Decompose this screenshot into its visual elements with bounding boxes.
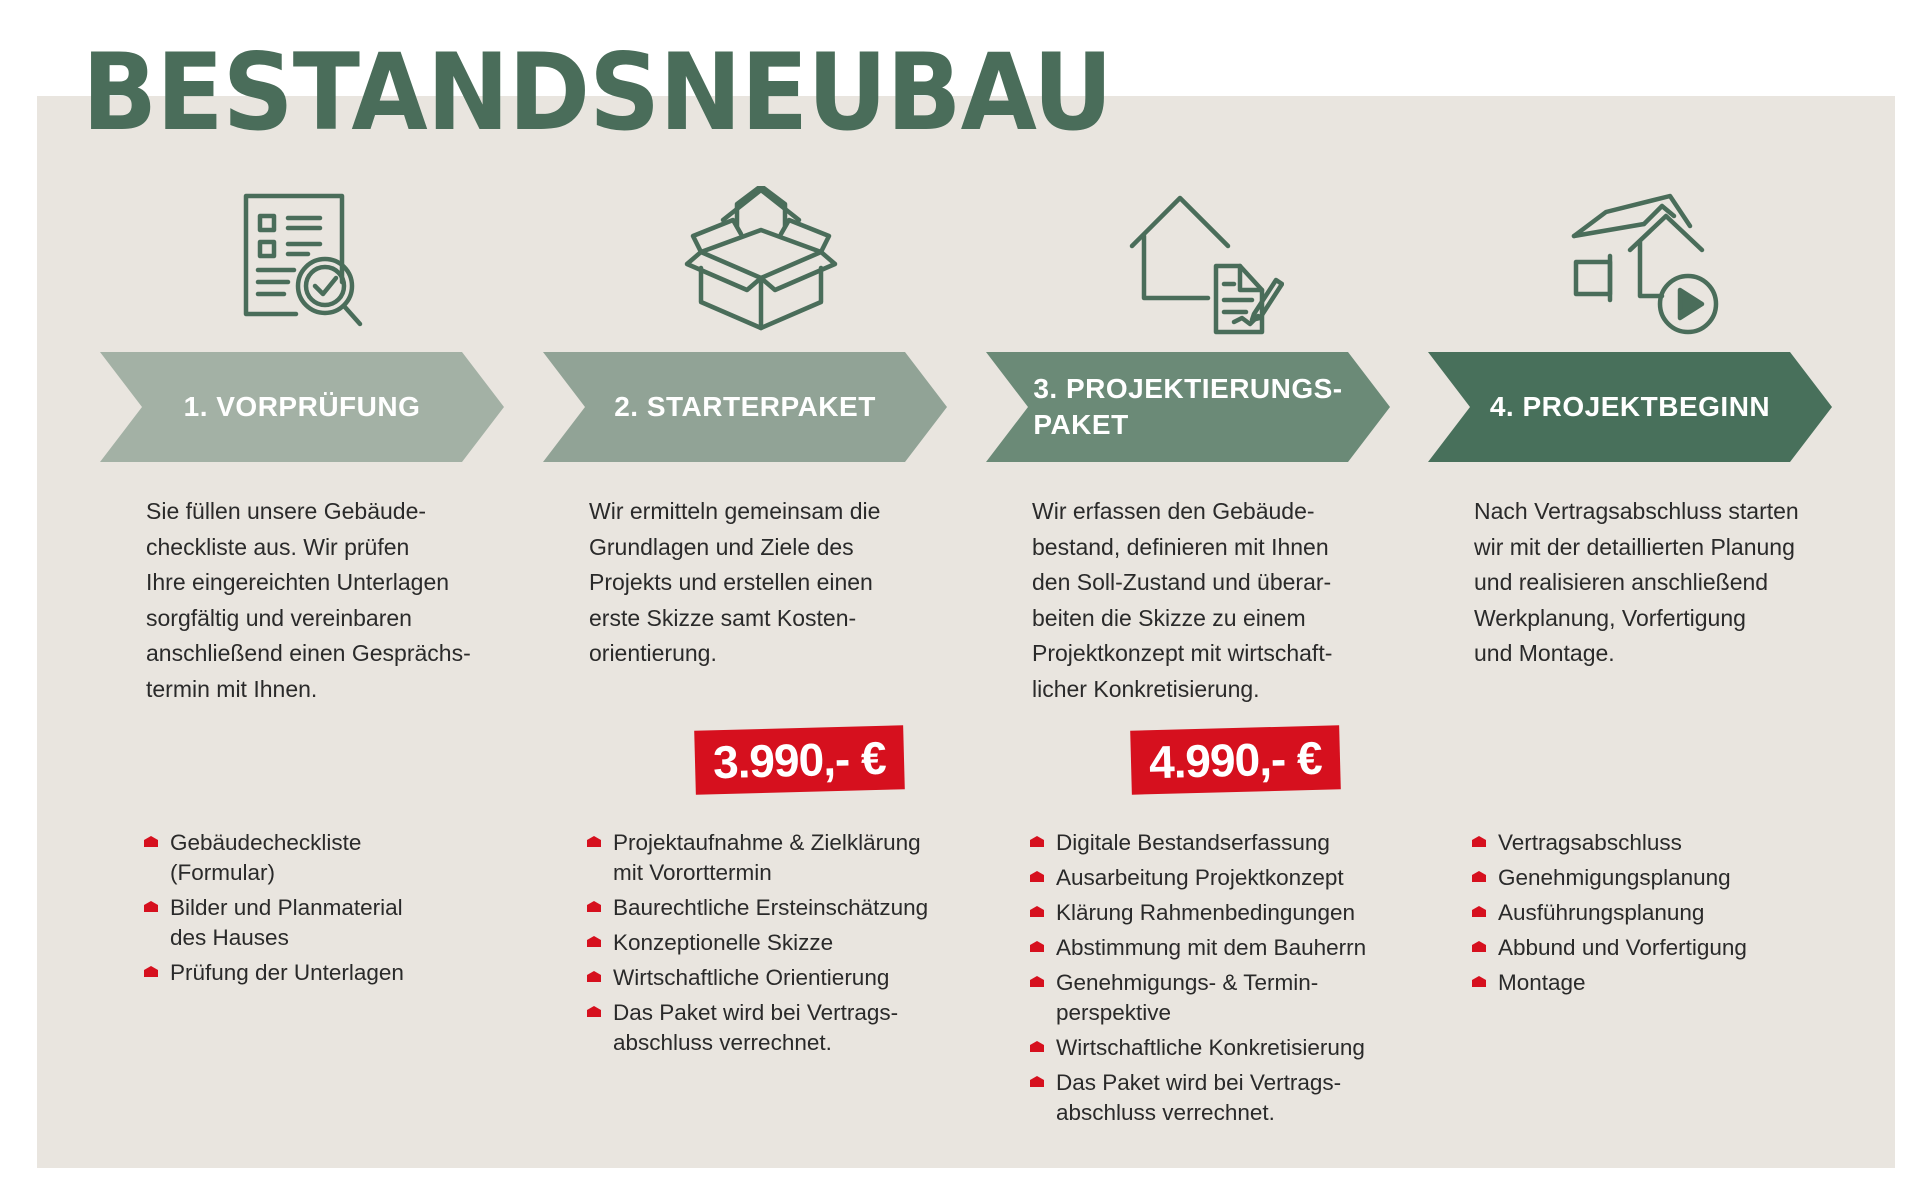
house-bullet-icon	[1030, 836, 1044, 847]
bullet-item	[587, 893, 977, 923]
bullet-text: Montage	[1498, 970, 1586, 995]
bullet-text: Wirtschaftliche Konkretisierung	[1056, 1035, 1365, 1060]
step-1	[100, 0, 530, 1200]
house-bullet-icon	[587, 836, 601, 847]
bullet-text: Abbund und Vorfertigung	[1498, 935, 1747, 960]
bullet-item	[1472, 898, 1862, 928]
bullet-item	[1030, 828, 1420, 858]
step-title: 2. STARTERPAKET	[614, 391, 876, 422]
bullet-item	[1472, 968, 1862, 998]
house-bullet-icon	[1472, 871, 1486, 882]
bullet-list	[1030, 828, 1420, 1133]
house-bullet-icon	[587, 1006, 601, 1017]
bullet-item	[1030, 968, 1420, 1028]
bullet-list	[1472, 828, 1862, 1003]
bullet-text: Ausführungsplanung	[1498, 900, 1705, 925]
bullet-text: Genehmigungs- & Termin- perspektive	[1056, 970, 1319, 1025]
bullet-item	[1030, 1068, 1420, 1128]
bullet-text: Konzeptionelle Skizze	[613, 930, 834, 955]
bullet-item	[1030, 863, 1420, 893]
bullet-text: Projektaufnahme & Zielklärung mit Vororttermin	[613, 830, 921, 885]
bullet-item	[1030, 1033, 1420, 1063]
house-bullet-icon	[144, 966, 158, 977]
bullet-text: Ausarbeitung Projektkonzept	[1056, 865, 1344, 890]
bullet-text: Digitale Bestandserfassung	[1056, 830, 1330, 855]
bullet-list	[587, 828, 977, 1063]
price-tag: 4.990,- €	[1130, 725, 1340, 794]
bullet-item	[587, 928, 977, 958]
bullet-item	[144, 958, 534, 988]
house-bullet-icon	[587, 901, 601, 912]
house-bullet-icon	[1030, 906, 1044, 917]
bullet-text: Bilder und Planmaterial des Hauses	[170, 895, 403, 950]
checklist-magnifier-icon	[238, 186, 398, 346]
step-2-chevron	[543, 352, 947, 462]
bullet-item	[587, 963, 977, 993]
bullet-item	[1472, 863, 1862, 893]
bullet-item	[587, 998, 977, 1058]
price-tag: 3.990,- €	[694, 725, 904, 794]
page-title: BESTANDSNEUBAU	[82, 31, 1113, 154]
bullet-item	[144, 828, 534, 888]
step-description: Wir erfassen den Gebäude- bestand, definieren mit Ihnen den Soll-Zustand und überar- beiten die Skizze zu einem Projektkonzept mit wirtschaft- licher Konkretisierung.	[1032, 498, 1333, 702]
open-box-icon	[681, 186, 841, 346]
bullet-list	[144, 828, 534, 993]
bullet-item	[1472, 828, 1862, 858]
step-2	[543, 0, 973, 1200]
house-bullet-icon	[1030, 1076, 1044, 1087]
step-description: Wir ermitteln gemeinsam die Grundlagen und Ziele des Projekts und erstellen einen erste Skizze samt Kosten- orientierung.	[589, 498, 881, 666]
house-bullet-icon	[1472, 836, 1486, 847]
bullet-text: Das Paket wird bei Vertrags- abschluss verrechnet.	[1056, 1070, 1342, 1125]
bullet-item	[1472, 933, 1862, 963]
house-bullet-icon	[144, 901, 158, 912]
house-play-icon	[1566, 186, 1726, 346]
house-document-pen-icon	[1124, 186, 1284, 346]
bullet-item	[587, 828, 977, 888]
bullet-text: Klärung Rahmenbedingungen	[1056, 900, 1355, 925]
house-bullet-icon	[1030, 941, 1044, 952]
house-bullet-icon	[1472, 976, 1486, 987]
step-title: 1. VORPRÜFUNG	[183, 391, 421, 422]
bullet-item	[1030, 898, 1420, 928]
step-title: 3. PROJEKTIERUNGS- PAKET	[1033, 373, 1343, 440]
step-3	[986, 0, 1416, 1200]
step-description: Sie füllen unsere Gebäude- checklistе aus. Wir prüfen Ihre eingereichten Unterlagen sorgfältig und vereinbaren anschließend einen Gesprächs- termin mit Ihnen.	[146, 498, 471, 702]
step-4	[1428, 0, 1858, 1200]
house-bullet-icon	[1030, 871, 1044, 882]
bullet-item	[1030, 933, 1420, 963]
bullet-text: Wirtschaftliche Orientierung	[613, 965, 890, 990]
step-3-chevron	[986, 352, 1390, 462]
step-title: 4. PROJEKTBEGINN	[1489, 391, 1771, 422]
bullet-text: Das Paket wird bei Vertrags- abschluss verrechnet.	[613, 1000, 899, 1055]
house-bullet-icon	[587, 936, 601, 947]
bullet-text: Baurechtliche Ersteinschätzung	[613, 895, 929, 920]
bullet-text: Vertragsabschluss	[1498, 830, 1682, 855]
step-description: Nach Vertragsabschluss starten wir mit der detaillierten Planung und realisieren anschließend Werkplanung, Vorfertigung und Montage.	[1474, 498, 1799, 666]
house-bullet-icon	[1472, 941, 1486, 952]
house-bullet-icon	[144, 836, 158, 847]
house-bullet-icon	[1472, 906, 1486, 917]
house-bullet-icon	[587, 971, 601, 982]
bullet-text: Gebäudecheckliste (Formular)	[170, 830, 362, 885]
step-1-chevron	[100, 352, 504, 462]
house-bullet-icon	[1030, 1041, 1044, 1052]
bullet-item	[144, 893, 534, 953]
bullet-text: Genehmigungsplanung	[1498, 865, 1731, 890]
bullet-text: Prüfung der Unterlagen	[170, 960, 404, 985]
step-4-chevron	[1428, 352, 1832, 462]
bullet-text: Abstimmung mit dem Bauherrn	[1056, 935, 1367, 960]
house-bullet-icon	[1030, 976, 1044, 987]
